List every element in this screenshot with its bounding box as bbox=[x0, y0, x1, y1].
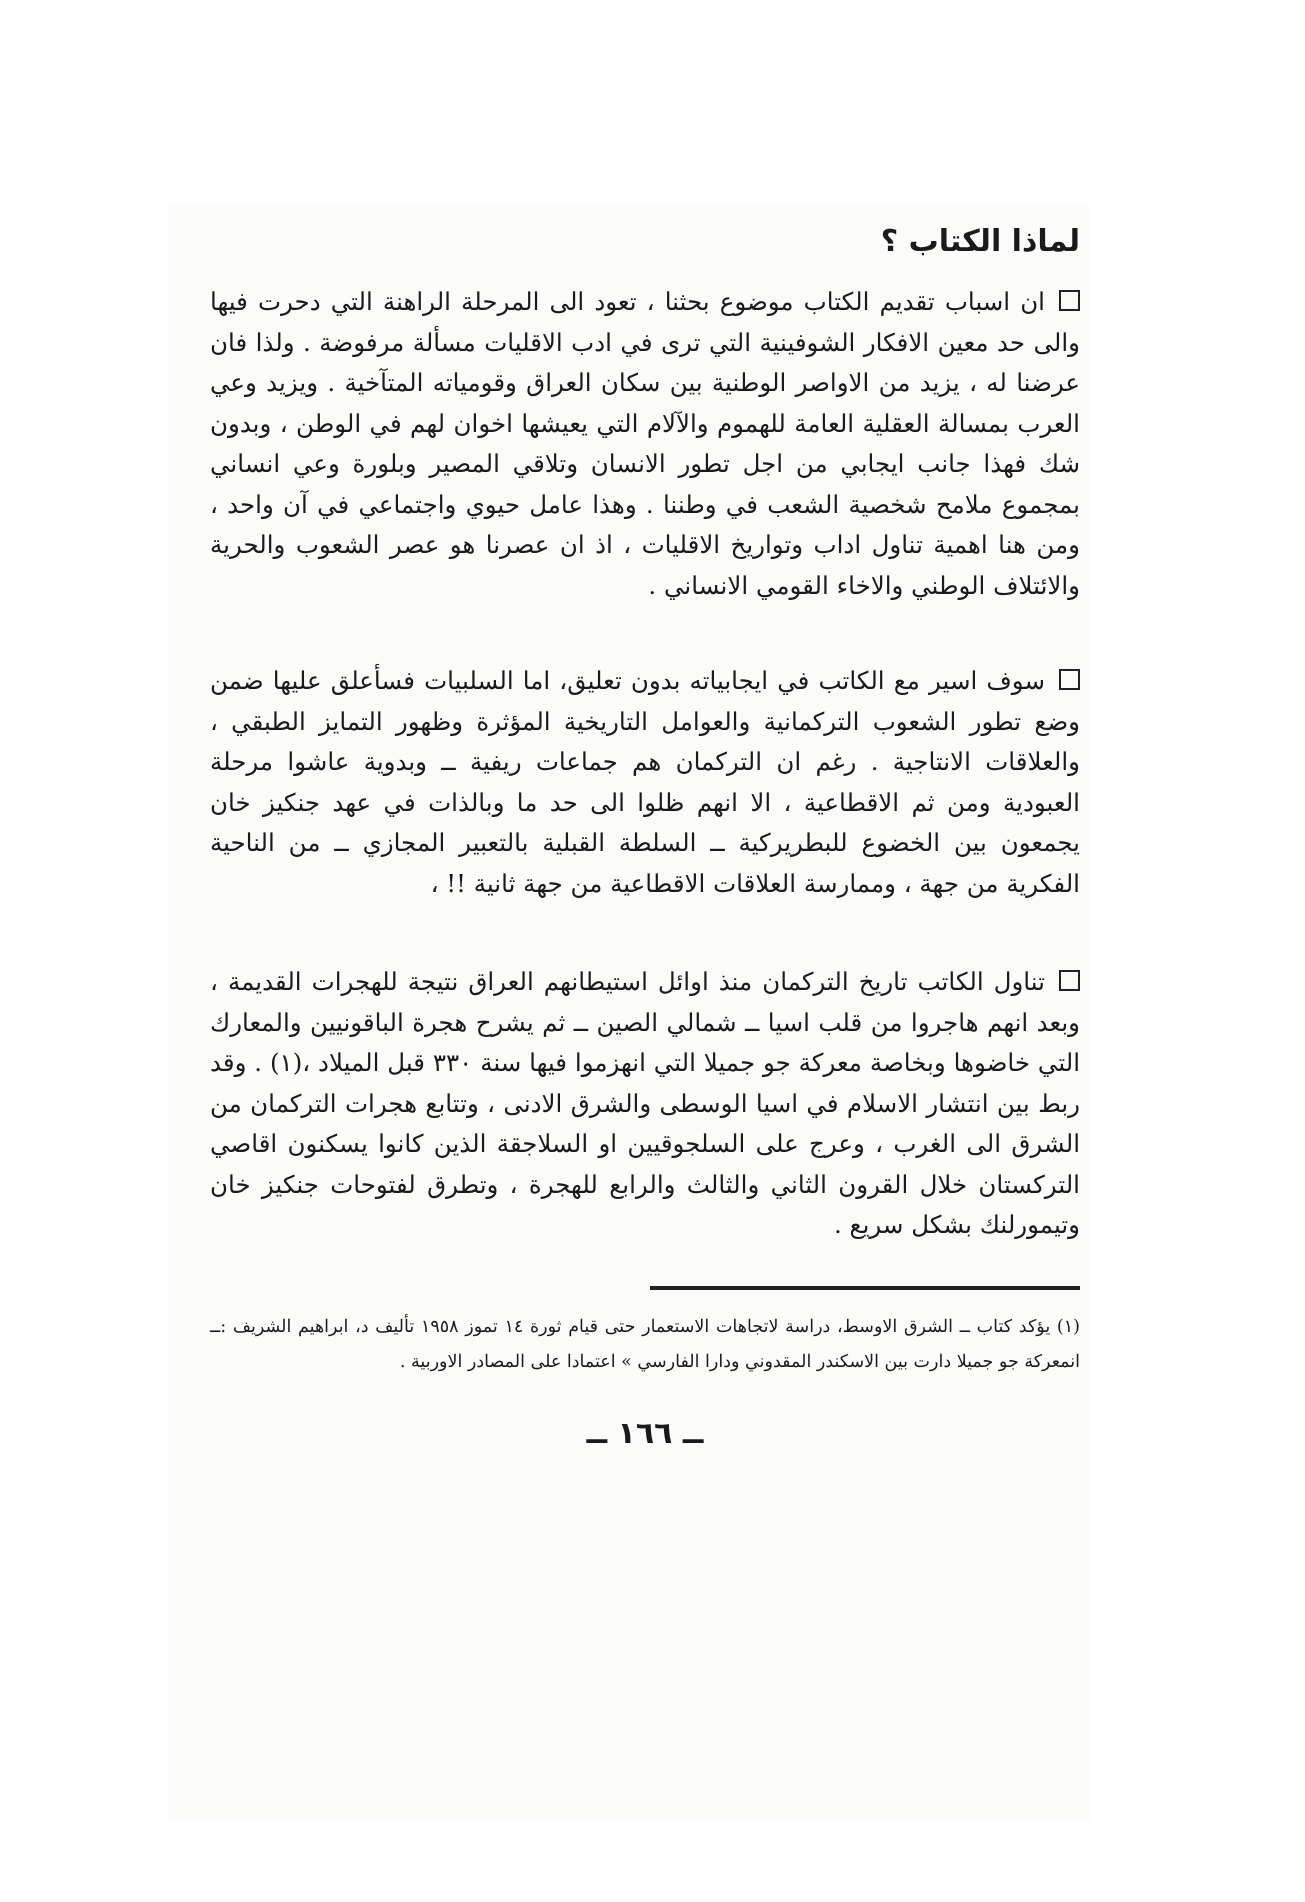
square-bullet-icon bbox=[1059, 970, 1080, 991]
paragraph-3 bbox=[210, 962, 1080, 1246]
paragraph-text: ان اسباب تقديم الكتاب موضوع بحثنا ، تعود الى المرحلة الراهنة التي دحرت فيها والى حد معين الافكار الشوفينية التي ترى في ادب الاقليات مسألة مرفوضة . ولذا فان عرضنا له ، يزيد من الاواصر الوطنية بين سكان العراق وقومياته المتآخية . ويزيد وعي العرب بمسالة العقلية العامة للهموم والآلام التي يعيشها اخوان لهم في الوطن ، وبدون شك فهذا جانب ايجابي من اجل تطور الانسان وتلاقي المصير وبلورة وعي انساني بمجموع ملامح شخصية الشعب في وطننا . وهذا عامل حيوي واجتماعي في آن واحد ، ومن هنا اهمية تناول اداب وتواريخ الاقليات ، اذ ان عصرنا هو عصر الشعوب والحرية والائتلاف الوطني والاخاء القومي الانساني . bbox=[210, 287, 1080, 600]
paragraph-2 bbox=[210, 661, 1080, 904]
paragraph-text: سوف اسير مع الكاتب في ايجابياته بدون تعليق، اما السلبيات فسأعلق عليها ضمن وضع تطور الشعوب التركمانية والعوامل التاريخية المؤثرة وظهور التمايز الطبقي ، والعلاقات الانتاجية . رغم ان التركمان هم جماعات ريفية ــ وبدوية عاشوا مرحلة العبودية ومن ثم الاقطاعية ، الا انهم ظلوا الى حد ما وبالذات في عهد جنكيز خان يجمعون بين الخضوع للبطريركية ــ السلطة القبلية بالتعبير المجازي ــ من الناحية الفكرية من جهة ، وممارسة العلاقات الاقطاعية من جهة ثانية !! ، bbox=[210, 666, 1080, 898]
page-title: لماذا الكتاب ؟ bbox=[880, 224, 1080, 259]
page-content bbox=[210, 222, 1080, 1451]
paragraph-1 bbox=[210, 282, 1080, 606]
square-bullet-icon bbox=[1059, 669, 1080, 690]
square-bullet-icon bbox=[1059, 290, 1080, 311]
page-number: ــ ١٦٦ ــ bbox=[586, 1415, 704, 1451]
footnote: (١) يؤكد كتاب ــ الشرق الاوسط، دراسة لاتجاهات الاستعمار حتى قيام ثورة ١٤ تموز ١٩٥٨ تأليف د، ابراهيم الشريف :ــ انمعركة جو جميلا دارت بين الاسكندر المقدوني ودارا الفارسي » اعتمادا على المصادر الاوربية . bbox=[210, 1316, 1080, 1372]
paragraph-text: تناول الكاتب تاريخ التركمان منذ اوائل استيطانهم العراق نتيجة للهجرات القديمة ، وبعد انهم هاجروا من قلب اسيا ــ شمالي الصين ــ ثم يشرح هجرة الباقونيين والمعارك التي خاضوها وبخاصة معركة جو جميلا التي انهزموا فيها سنة ٣٣٠ قبل الميلاد ،(١) . وقد ربط بين انتشار الاسلام في اسيا الوسطى والشرق الادنى ، وتتابع هجرات التركمان من الشرق الى الغرب ، وعرج على السلجوقيين او السلاجقة الذين كانوا يسكنون اقاصي التركستان خلال القرون الثاني والثالث والرابع للهجرة ، وتطرق لفتوحات جنكيز خان وتيمورلنك بشكل سريع . bbox=[210, 967, 1080, 1239]
footnote-divider bbox=[650, 1286, 1080, 1290]
